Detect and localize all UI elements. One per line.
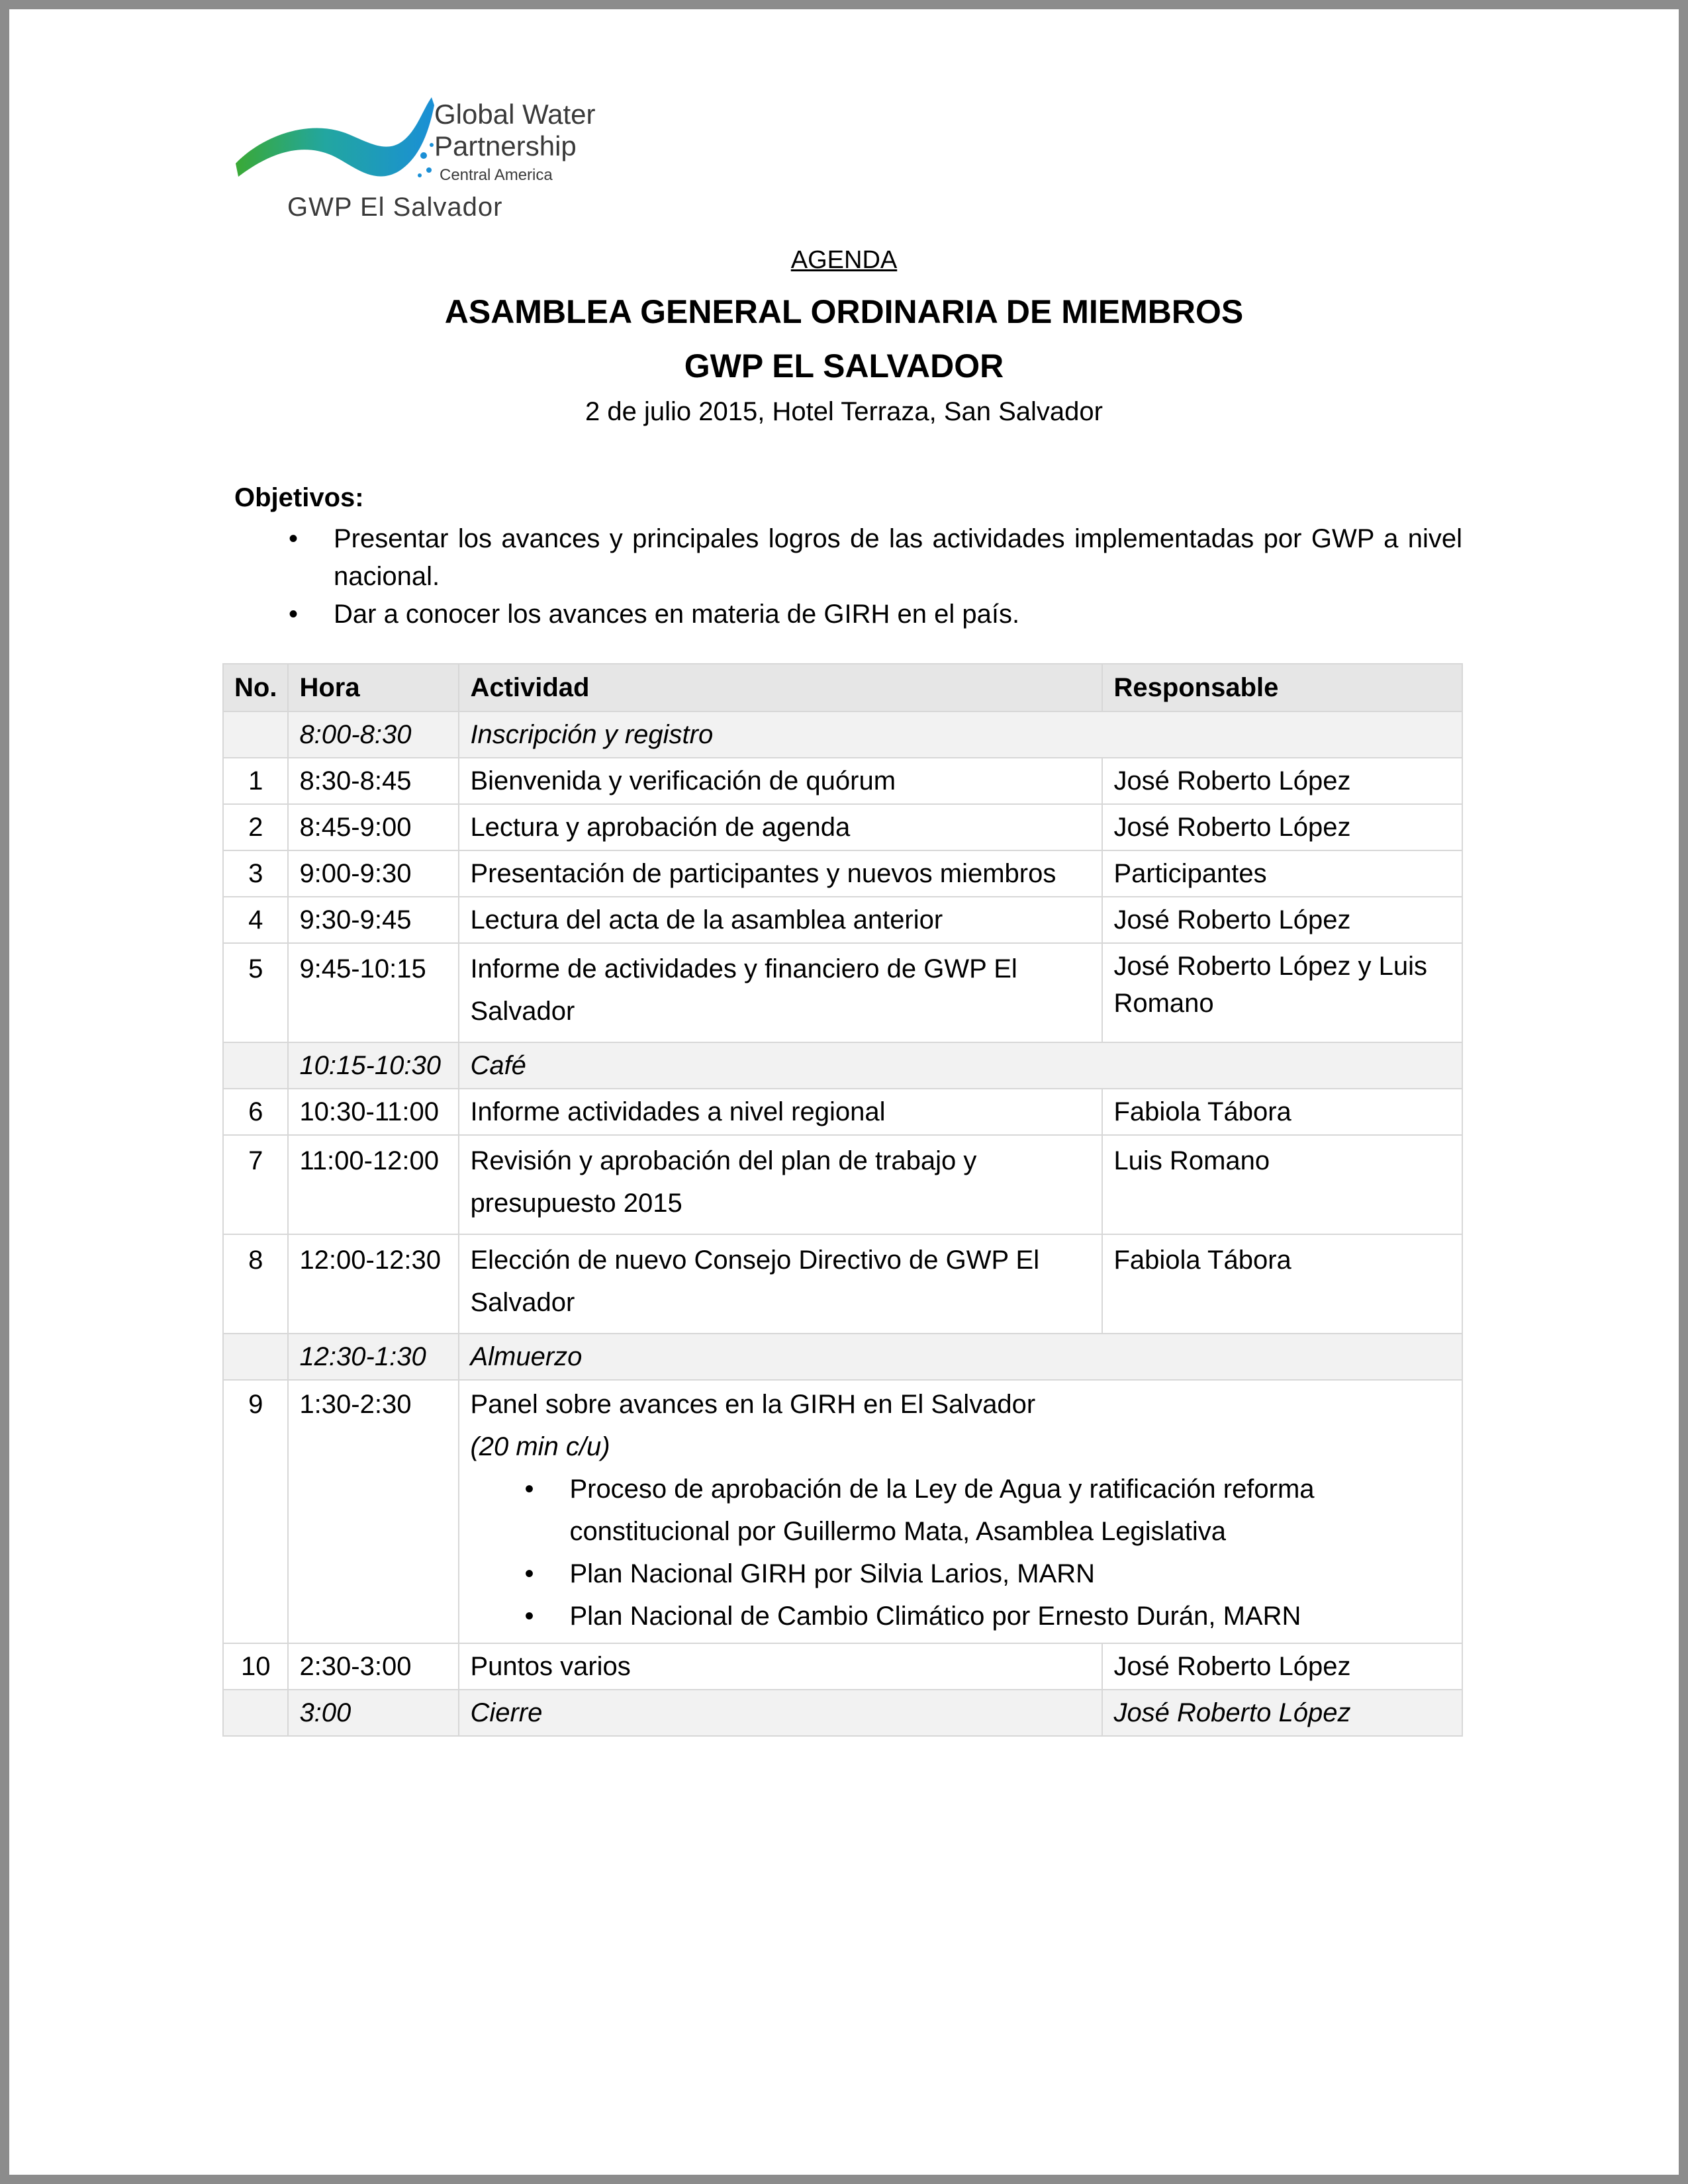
table-row <box>223 1135 1462 1234</box>
list-item <box>470 1468 1451 1553</box>
table-row <box>223 1334 1462 1380</box>
cell-responsable: Participantes <box>1102 850 1462 897</box>
document-page <box>9 9 1679 2175</box>
header-hora: Hora <box>288 664 459 711</box>
table-row <box>223 1042 1462 1089</box>
cell-no: 3 <box>223 850 288 897</box>
cell-no: 2 <box>223 804 288 850</box>
objective-item <box>234 520 1462 596</box>
cell-actividad: Elección de nuevo Consejo Directivo de GWP El Salvador <box>459 1234 1102 1334</box>
cell-no: 10 <box>223 1643 288 1690</box>
cell-no: 5 <box>223 943 288 1042</box>
cell-responsable: José Roberto López <box>1102 804 1462 850</box>
cell-actividad: Inscripción y registro <box>459 711 1462 758</box>
cell-no <box>223 1334 288 1380</box>
cell-actividad: Informe de actividades y financiero de GWP El Salvador <box>459 943 1102 1042</box>
bullet-icon: • <box>524 1559 534 1588</box>
cell-no <box>223 711 288 758</box>
cell-hora: 1:30-2:30 <box>288 1380 459 1643</box>
cell-hora: 9:30-9:45 <box>288 897 459 943</box>
cell-hora: 9:45-10:15 <box>288 943 459 1042</box>
bullet-icon: • <box>524 1602 534 1631</box>
list-item <box>470 1595 1451 1637</box>
bullet-icon: • <box>289 524 299 553</box>
cell-actividad: Revisión y aprobación del plan de trabajo y presupuesto 2015 <box>459 1135 1102 1234</box>
cell-actividad: Cierre <box>459 1690 1102 1736</box>
panel-item-text: Plan Nacional GIRH por Silvia Larios, MARN <box>569 1559 1096 1588</box>
cell-hora: 12:30-1:30 <box>288 1334 459 1380</box>
objective-text: Dar a conocer los avances en materia de GIRH en el país. <box>334 600 1020 629</box>
bullet-icon: • <box>524 1475 534 1504</box>
cell-actividad: Lectura del acta de la asamblea anterior <box>459 897 1102 943</box>
cell-no <box>223 1690 288 1736</box>
logo-line-1: Global Water <box>434 99 596 130</box>
cell-responsable: José Roberto López y Luis Romano <box>1102 943 1462 1042</box>
cell-actividad: Presentación de participantes y nuevos miembros <box>459 850 1102 897</box>
cell-actividad: Puntos varios <box>459 1643 1102 1690</box>
table-row <box>223 1380 1462 1643</box>
table-row <box>223 1643 1462 1690</box>
panel-items <box>470 1468 1451 1637</box>
table-row <box>223 804 1462 850</box>
cell-responsable: Luis Romano <box>1102 1135 1462 1234</box>
cell-responsable: Fabiola Tábora <box>1102 1089 1462 1135</box>
cell-actividad: Informe actividades a nivel regional <box>459 1089 1102 1135</box>
page-title-2: GWP EL SALVADOR <box>684 347 1004 385</box>
logo-line-4: GWP El Salvador <box>287 193 503 222</box>
table-row <box>223 1234 1462 1334</box>
cell-no: 7 <box>223 1135 288 1234</box>
cell-hora: 10:30-11:00 <box>288 1089 459 1135</box>
table-row <box>223 897 1462 943</box>
cell-actividad: Bienvenida y verificación de quórum <box>459 758 1102 804</box>
cell-responsable: José Roberto López <box>1102 1690 1462 1736</box>
cell-hora: 11:00-12:00 <box>288 1135 459 1234</box>
table-row <box>223 850 1462 897</box>
header-actividad: Actividad <box>459 664 1102 711</box>
cell-no: 4 <box>223 897 288 943</box>
table-row <box>223 1089 1462 1135</box>
panel-item-text: Plan Nacional de Cambio Climático por Ernesto Durán, MARN <box>569 1602 1301 1631</box>
objectives-list <box>234 520 1462 633</box>
cell-no: 9 <box>223 1380 288 1643</box>
header-no: No. <box>223 664 288 711</box>
table-row <box>223 1690 1462 1736</box>
table-row <box>223 758 1462 804</box>
list-item <box>470 1553 1451 1595</box>
objectives-heading: Objetivos: <box>234 483 364 512</box>
cell-hora: 12:00-12:30 <box>288 1234 459 1334</box>
cell-hora: 8:45-9:00 <box>288 804 459 850</box>
table-row <box>223 943 1462 1042</box>
cell-no: 6 <box>223 1089 288 1135</box>
cell-actividad: Lectura y aprobación de agenda <box>459 804 1102 850</box>
cell-actividad: Almuerzo <box>459 1334 1462 1380</box>
cell-responsable: Fabiola Tábora <box>1102 1234 1462 1334</box>
table-header-row <box>223 664 1462 711</box>
cell-hora: 3:00 <box>288 1690 459 1736</box>
panel-title: Panel sobre avances en la GIRH en El Salvador <box>470 1390 1036 1419</box>
gwp-logo <box>233 92 609 230</box>
cell-actividad-panel <box>459 1380 1462 1643</box>
cell-responsable: José Roberto López <box>1102 897 1462 943</box>
table-row <box>223 711 1462 758</box>
cell-responsable: José Roberto López <box>1102 1643 1462 1690</box>
objective-item <box>234 596 1462 633</box>
panel-note: (20 min c/u) <box>470 1432 610 1461</box>
cell-hora: 9:00-9:30 <box>288 850 459 897</box>
panel-item-text: Proceso de aprobación de la Ley de Agua y ratificación reforma constitucional por Guillermo Mata, Asamblea Legislativa <box>569 1475 1315 1546</box>
page-title: ASAMBLEA GENERAL ORDINARIA DE MIEMBROS <box>444 293 1244 330</box>
cell-no <box>223 1042 288 1089</box>
cell-responsable: José Roberto López <box>1102 758 1462 804</box>
logo-line-3: Central America <box>440 166 553 184</box>
cell-no: 8 <box>223 1234 288 1334</box>
cell-hora: 10:15-10:30 <box>288 1042 459 1089</box>
cell-hora: 8:00-8:30 <box>288 711 459 758</box>
header-responsable: Responsable <box>1102 664 1462 711</box>
cell-hora: 2:30-3:00 <box>288 1643 459 1690</box>
cell-hora: 8:30-8:45 <box>288 758 459 804</box>
cell-actividad: Café <box>459 1042 1462 1089</box>
logo-line-2: Partnership <box>434 130 577 161</box>
agenda-table <box>222 663 1463 1737</box>
bullet-icon: • <box>289 600 299 629</box>
event-date-location: 2 de julio 2015, Hotel Terraza, San Salvador <box>585 397 1103 426</box>
objective-text: Presentar los avances y principales logros de las actividades implementadas por GWP a nivel nacional. <box>334 524 1462 591</box>
cell-no: 1 <box>223 758 288 804</box>
agenda-label: AGENDA <box>790 246 898 274</box>
